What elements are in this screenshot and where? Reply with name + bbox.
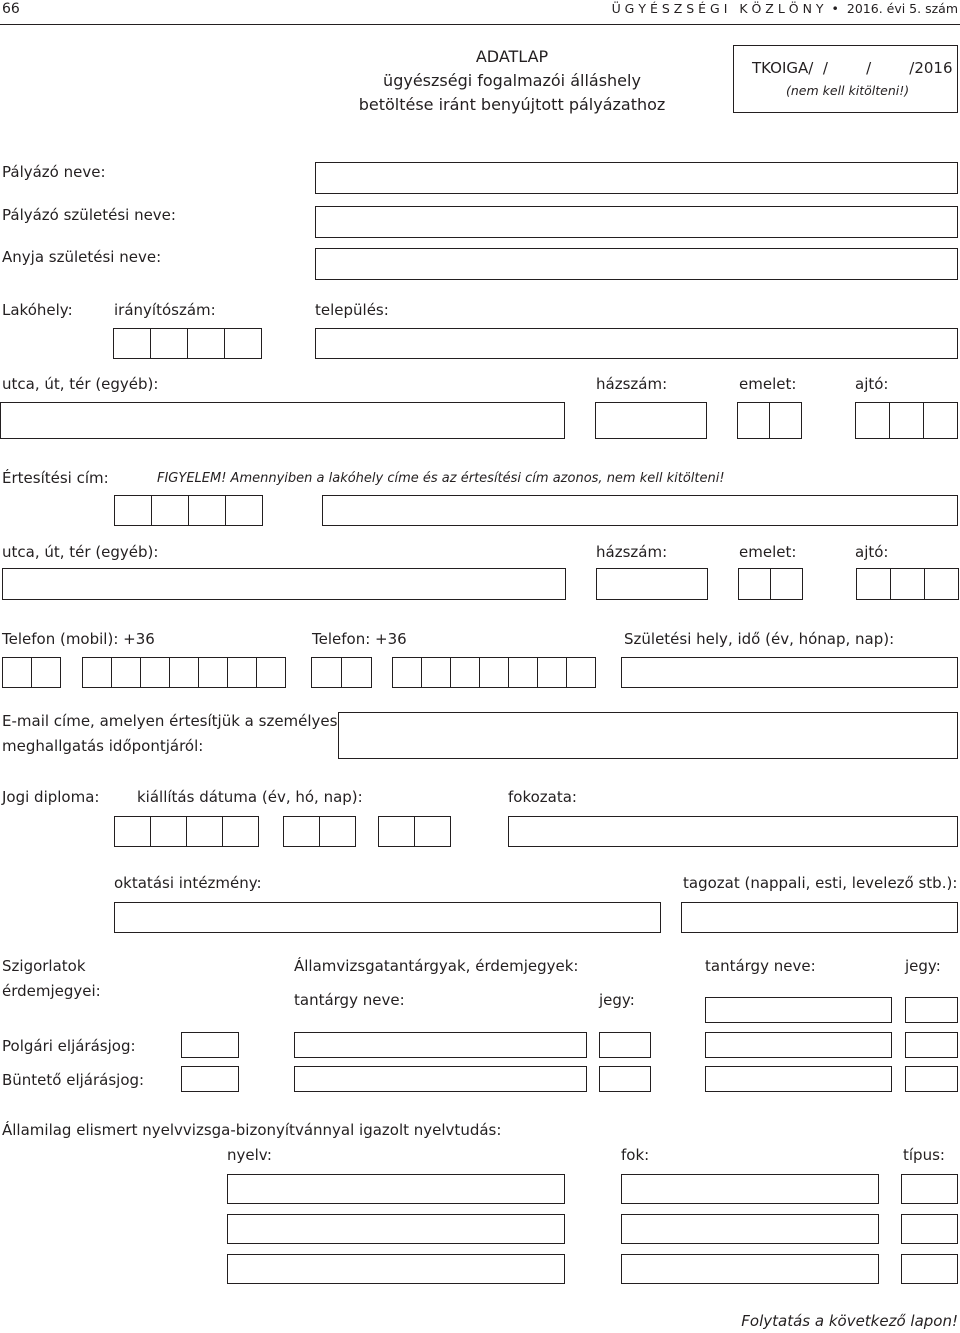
mobile-number-cell[interactable] xyxy=(111,657,141,688)
issue-year-cell[interactable] xyxy=(186,816,223,847)
civil-procedure-mark-field[interactable] xyxy=(181,1032,239,1058)
house-no2-field[interactable] xyxy=(596,568,708,600)
mobile-number-cell[interactable] xyxy=(140,657,170,688)
floor-cell[interactable] xyxy=(769,402,802,439)
street2-label: utca, út, tér (egyéb): xyxy=(2,543,159,561)
type-field[interactable] xyxy=(901,1174,958,1204)
door-cells xyxy=(855,402,958,439)
door-label: ajtó: xyxy=(855,375,889,393)
state-exam-mark-field[interactable] xyxy=(905,997,958,1023)
mark-label-right: jegy: xyxy=(905,957,941,975)
door2-cells xyxy=(856,568,959,600)
door2-cell[interactable] xyxy=(924,568,959,600)
state-exam-mark-field[interactable] xyxy=(599,1032,651,1058)
journal-title: Ü G Y É S Z S É G I K Ö Z L Ö N Y xyxy=(611,1,824,16)
door2-label: ajtó: xyxy=(855,543,889,561)
mobile-label: Telefon (mobil): +36 xyxy=(2,630,155,648)
phone-prefix-cell[interactable] xyxy=(341,657,372,688)
study-mode-label: tagozat (nappali, esti, levelező stb.): xyxy=(683,874,958,892)
state-exam-mark-field[interactable] xyxy=(905,1032,958,1058)
door-cell[interactable] xyxy=(889,402,924,439)
reference-code: TKOIGA/ / / /2016 xyxy=(752,59,953,77)
language-field[interactable] xyxy=(227,1254,565,1284)
postcode-cell[interactable] xyxy=(113,328,151,359)
floor-label: emelet: xyxy=(739,375,797,393)
postcode-label: irányítószám: xyxy=(114,301,216,319)
title-line-2: ügyészségi fogalmazói álláshely xyxy=(383,71,641,90)
issue-year-cell[interactable] xyxy=(222,816,259,847)
street2-field[interactable] xyxy=(2,568,566,600)
page-number: 66 xyxy=(2,1,20,17)
postcode-cell[interactable] xyxy=(187,328,225,359)
mobile-number-cell[interactable] xyxy=(227,657,257,688)
mailing-warning: FIGYELEM! Amennyiben a lakóhely címe és az értesítési cím azonos, nem kell kitölteni! xyxy=(157,471,725,486)
phone-prefix-cells xyxy=(311,657,372,688)
phone-number-cell[interactable] xyxy=(537,657,567,688)
mailing-postcode-cell[interactable] xyxy=(114,495,152,526)
reference-note: (nem kell kitölteni!) xyxy=(786,83,910,98)
mailing-settlement-field[interactable] xyxy=(322,495,958,526)
title-line-1: ADATLAP xyxy=(475,47,549,66)
bullet: • xyxy=(831,1,839,16)
mobile-number-cell[interactable] xyxy=(82,657,112,688)
postcode-cells xyxy=(113,328,262,359)
postcode-cell[interactable] xyxy=(224,328,262,359)
mobile-number-cell[interactable] xyxy=(198,657,228,688)
mailing-postcode-cells xyxy=(114,495,263,526)
door-cell[interactable] xyxy=(923,402,958,439)
mother-name-label: Anyja születési neve: xyxy=(2,248,162,266)
criminal-procedure-mark-field[interactable] xyxy=(181,1066,239,1092)
house-no-label: házszám: xyxy=(596,375,668,393)
residence-label: Lakóhely: xyxy=(2,301,73,319)
study-mode-field[interactable] xyxy=(681,902,958,933)
issue-date-label: kiállítás dátuma (év, hó, nap): xyxy=(137,788,363,806)
mailing-postcode-cell[interactable] xyxy=(225,495,263,526)
applicant-name-label: Pályázó neve: xyxy=(2,163,106,181)
settlement-field[interactable] xyxy=(315,328,958,359)
birth-place-date-label: Születési hely, idő (év, hónap, nap): xyxy=(624,630,895,648)
mobile-number-cell[interactable] xyxy=(169,657,199,688)
door-cell[interactable] xyxy=(855,402,890,439)
birth-place-date-field[interactable] xyxy=(621,657,958,688)
birth-name-field[interactable] xyxy=(315,206,958,238)
law-degree-label: Jogi diploma: xyxy=(2,788,100,806)
grade-label: fokozata: xyxy=(508,788,577,806)
language-field[interactable] xyxy=(227,1174,565,1204)
phone-number-cell[interactable] xyxy=(479,657,509,688)
civil-procedure-label: Polgári eljárásjog: xyxy=(2,1037,136,1055)
issue-label: 2016. évi 5. szám xyxy=(846,1,958,16)
mobile-number-cell[interactable] xyxy=(256,657,286,688)
floor-cell[interactable] xyxy=(737,402,770,439)
header-rule xyxy=(0,24,960,25)
mobile-prefix-cell[interactable] xyxy=(31,657,61,688)
continued-note: Folytatás a következő lapon! xyxy=(741,1312,958,1330)
issue-year-cell[interactable] xyxy=(150,816,187,847)
state-exam-subject-field[interactable] xyxy=(705,1066,892,1092)
mailing-postcode-cell[interactable] xyxy=(151,495,189,526)
floor-cells xyxy=(737,402,802,439)
settlement-label: település: xyxy=(315,301,389,319)
phone-number-cell[interactable] xyxy=(421,657,451,688)
door2-cell[interactable] xyxy=(856,568,891,600)
issue-month-cell[interactable] xyxy=(283,816,320,847)
house-no2-label: házszám: xyxy=(596,543,668,561)
mailing-postcode-cell[interactable] xyxy=(188,495,226,526)
phone-number-cells xyxy=(392,657,596,688)
email-label-line1: E-mail címe, amelyen értesítjük a személyes xyxy=(2,712,338,730)
phone-label: Telefon: +36 xyxy=(312,630,407,648)
language-field[interactable] xyxy=(227,1214,565,1244)
state-exams-label: Államvizsgatantárgyak, érdemjegyek: xyxy=(294,957,579,975)
state-exam-mark-field[interactable] xyxy=(599,1066,651,1092)
house-no-field[interactable] xyxy=(595,402,707,439)
phone-number-cell[interactable] xyxy=(508,657,538,688)
form-title xyxy=(356,45,668,117)
postcode-cell[interactable] xyxy=(150,328,188,359)
type-field[interactable] xyxy=(901,1214,958,1244)
level-field[interactable] xyxy=(621,1174,879,1204)
mailing-label: Értesítési cím: xyxy=(2,469,109,487)
level-field[interactable] xyxy=(621,1214,879,1244)
applicant-name-field[interactable] xyxy=(315,162,958,194)
issue-year-cell[interactable] xyxy=(114,816,151,847)
state-exam-subject-field[interactable] xyxy=(705,1032,892,1058)
issue-day-cells xyxy=(378,816,451,847)
institution-field[interactable] xyxy=(114,902,661,933)
issue-day-cell[interactable] xyxy=(414,816,451,847)
email-label-line2: meghallgatás időpontjáról: xyxy=(2,737,204,755)
issue-month-cells xyxy=(283,816,356,847)
institution-label: oktatási intézmény: xyxy=(114,874,262,892)
street-label: utca, út, tér (egyéb): xyxy=(2,375,159,393)
email-field[interactable] xyxy=(338,712,958,759)
subject-name-label-left: tantárgy neve: xyxy=(294,991,405,1009)
exams-label-line1: Szigorlatok xyxy=(2,957,86,975)
street-field[interactable] xyxy=(0,402,565,439)
issue-day-cell[interactable] xyxy=(378,816,415,847)
level-field[interactable] xyxy=(621,1254,879,1284)
mobile-prefix-cell[interactable] xyxy=(2,657,32,688)
mother-name-field[interactable] xyxy=(315,248,958,280)
phone-prefix-cell[interactable] xyxy=(311,657,342,688)
floor2-label: emelet: xyxy=(739,543,797,561)
type-label: típus: xyxy=(903,1146,945,1164)
state-exam-subject-field[interactable] xyxy=(294,1032,587,1058)
state-exam-subject-field[interactable] xyxy=(294,1066,587,1092)
state-exam-subject-field[interactable] xyxy=(705,997,892,1023)
mobile-prefix-cells xyxy=(2,657,61,688)
birth-name-label: Pályázó születési neve: xyxy=(2,206,176,224)
issue-year-cells xyxy=(114,816,259,847)
language-label: nyelv: xyxy=(227,1146,272,1164)
floor2-cell[interactable] xyxy=(738,568,771,600)
issue-month-cell[interactable] xyxy=(319,816,356,847)
phone-number-cell[interactable] xyxy=(566,657,596,688)
phone-number-cell[interactable] xyxy=(392,657,422,688)
state-exam-mark-field[interactable] xyxy=(905,1066,958,1092)
type-field[interactable] xyxy=(901,1254,958,1284)
door2-cell[interactable] xyxy=(890,568,925,600)
phone-number-cell[interactable] xyxy=(450,657,480,688)
subject-name-label-right: tantárgy neve: xyxy=(705,957,816,975)
running-header xyxy=(612,1,958,16)
criminal-procedure-label: Büntető eljárásjog: xyxy=(2,1071,145,1089)
reference-box xyxy=(733,45,958,113)
exams-label-line2: érdemjegyei: xyxy=(2,982,101,1000)
level-label: fok: xyxy=(621,1146,650,1164)
floor2-cells xyxy=(738,568,803,600)
mobile-number-cells xyxy=(82,657,286,688)
mark-label-left: jegy: xyxy=(599,991,635,1009)
title-line-3: betöltése iránt benyújtott pályázathoz xyxy=(358,95,666,114)
language-cert-label: Államilag elismert nyelvvizsga-bizonyítvánnyal igazolt nyelvtudás: xyxy=(2,1121,502,1139)
grade-field[interactable] xyxy=(508,816,958,847)
floor2-cell[interactable] xyxy=(770,568,803,600)
